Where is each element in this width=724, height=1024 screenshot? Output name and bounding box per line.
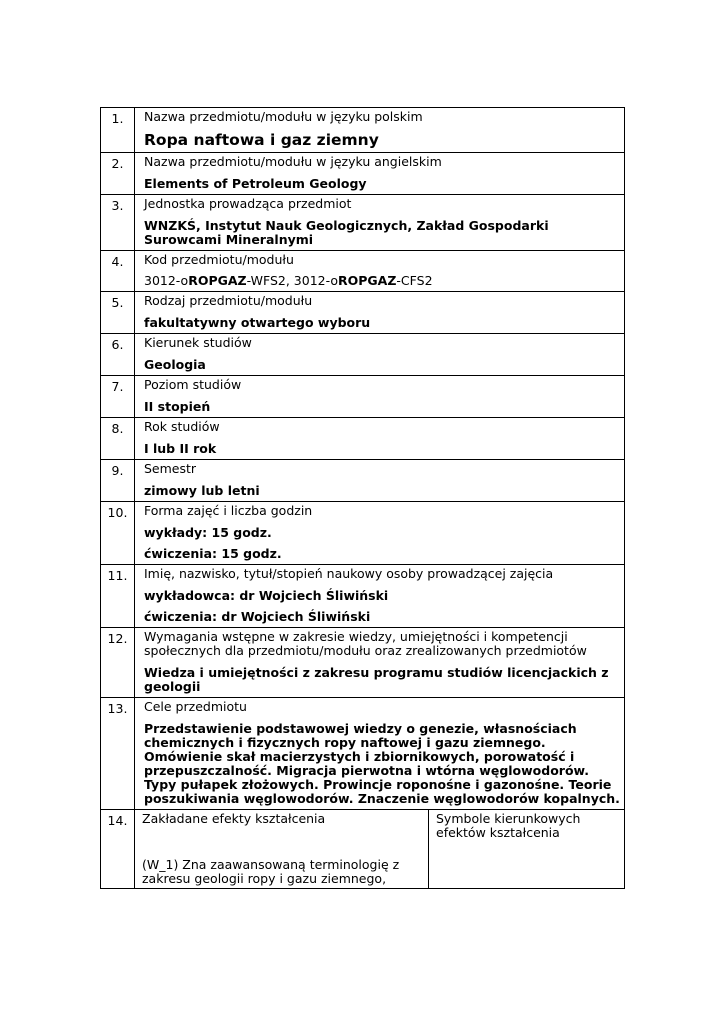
row-13 — [101, 698, 625, 810]
row-number: 13. — [101, 698, 135, 810]
row-content — [135, 628, 625, 698]
study-year: I lub II rok — [144, 441, 217, 456]
row-content — [135, 698, 625, 810]
row-number: 9. — [101, 460, 135, 502]
field-label: Kod przedmiotu/modułu — [144, 252, 294, 267]
learning-outcomes-cell — [135, 810, 429, 889]
row-content — [135, 418, 625, 460]
unit-value: WNZKŚ, Instytut Nauk Geologicznych, Zakład Gospodarki Surowcami Mineralnymi — [144, 218, 549, 247]
row-content — [135, 460, 625, 502]
row-14 — [101, 810, 625, 889]
field-label: Cele przedmiotu — [144, 699, 247, 714]
row-content — [135, 334, 625, 376]
code-part-bold: ROPGAZ — [188, 273, 247, 288]
row-8 — [101, 418, 625, 460]
prerequisites: Wiedza i umiejętności z zakresu programu studiów licencjackich z geologii — [144, 665, 609, 694]
exercise-hours: ćwiczenia: 15 godz. — [144, 546, 282, 561]
row-12 — [101, 628, 625, 698]
field-label: Rodzaj przedmiotu/modułu — [144, 293, 313, 308]
row-number: 14. — [101, 810, 135, 889]
row-number: 5. — [101, 292, 135, 334]
lecture-hours: wykłady: 15 godz. — [144, 525, 272, 540]
row-number: 6. — [101, 334, 135, 376]
row-number: 3. — [101, 195, 135, 251]
course-objectives: Przedstawienie podstawowej wiedzy o genezie, własnościach chemicznych i fizycznych ropy naftowej i gazu ziemnego. Omówienie skał macierzystych i zbiornikowych, porowatość i przepuszczalność. Migracja pierwotna i wtórna węglowodorów. Typy pułapek złożowych. Prowincje roponośne i gazonośne. Teorie poszukiwania węglowodorów. Znaczenie węglowodorów kopalnych. — [144, 721, 620, 806]
field-label: Zakładane efekty kształcenia — [142, 811, 326, 826]
row-2 — [101, 153, 625, 195]
course-code — [135, 270, 624, 291]
learning-outcome-w1: (W_1) Zna zaawansowaną terminologię z zakresu geologii ropy i gazu ziemnego, — [142, 857, 400, 886]
field-label: Wymagania wstępne w zakresie wiedzy, umiejętności i kompetencji społecznych dla przedmiotu/modułu oraz zrealizowanych przedmiotów — [144, 629, 587, 658]
field-label: Semestr — [144, 461, 197, 476]
row-content — [135, 153, 625, 195]
row-content — [135, 502, 625, 565]
code-part: 3012-o — [144, 273, 189, 288]
row-number: 10. — [101, 502, 135, 565]
row-10 — [101, 502, 625, 565]
semester: zimowy lub letni — [144, 483, 260, 498]
course-name-en: Elements of Petroleum Geology — [144, 176, 367, 191]
row-6 — [101, 334, 625, 376]
field-label: Nazwa przedmiotu/modułu w języku polskim — [144, 109, 423, 124]
field-label: Jednostka prowadząca przedmiot — [144, 196, 352, 211]
row-4 — [101, 251, 625, 292]
row-content — [135, 251, 625, 292]
row-number: 2. — [101, 153, 135, 195]
row-number: 12. — [101, 628, 135, 698]
row-5 — [101, 292, 625, 334]
row-number: 4. — [101, 251, 135, 292]
row-1 — [101, 108, 625, 153]
field-label: Kierunek studiów — [144, 335, 252, 350]
exercise-instructor: ćwiczenia: dr Wojciech Śliwiński — [144, 609, 371, 624]
study-level: II stopień — [144, 399, 211, 414]
code-part: -CFS2 — [396, 273, 433, 288]
row-content — [135, 292, 625, 334]
course-type: fakultatywny otwartego wyboru — [144, 315, 371, 330]
field-of-study: Geologia — [144, 357, 206, 372]
row-9 — [101, 460, 625, 502]
field-label: Imię, nazwisko, tytuł/stopień naukowy osoby prowadzącej zajęcia — [144, 566, 554, 581]
row-content — [135, 565, 625, 628]
row-number: 11. — [101, 565, 135, 628]
row-content — [135, 195, 625, 251]
field-label: Nazwa przedmiotu/modułu w języku angielskim — [144, 154, 442, 169]
row-3 — [101, 195, 625, 251]
code-part-bold: ROPGAZ — [338, 273, 397, 288]
row-11 — [101, 565, 625, 628]
row-7 — [101, 376, 625, 418]
field-label: Rok studiów — [144, 419, 220, 434]
field-label: Symbole kierunkowych efektów kształcenia — [436, 811, 581, 840]
code-part: -WFS2, 3012-o — [246, 273, 338, 288]
lecturer: wykładowca: dr Wojciech Śliwiński — [144, 588, 389, 603]
field-label: Poziom studiów — [144, 377, 242, 392]
row-content — [135, 376, 625, 418]
outcome-symbols-cell — [429, 810, 625, 889]
row-number: 7. — [101, 376, 135, 418]
row-number: 8. — [101, 418, 135, 460]
course-name-pl: Ropa naftowa i gaz ziemny — [144, 131, 379, 149]
field-label: Forma zajęć i liczba godzin — [144, 503, 313, 518]
row-number: 1. — [101, 108, 135, 153]
row-content — [135, 108, 625, 153]
syllabus-table — [100, 107, 625, 889]
